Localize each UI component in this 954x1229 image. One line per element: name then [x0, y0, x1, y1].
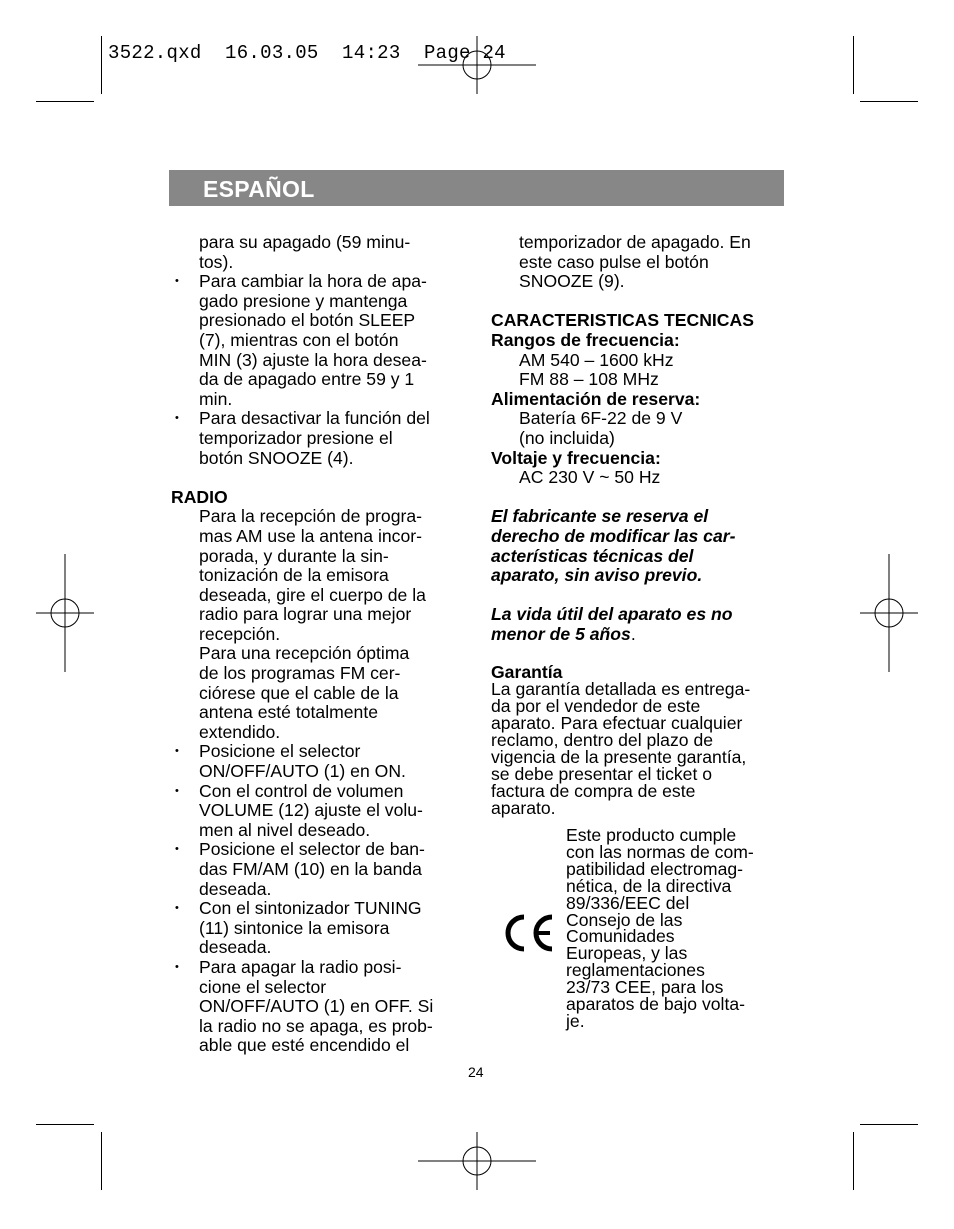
ce-mark-icon	[500, 913, 556, 953]
section-heading-warranty: Garantía	[491, 662, 563, 683]
banner-title: ESPAÑOL	[203, 176, 315, 202]
section-heading-specs: CARACTERISTICAS TECNICAS	[491, 310, 754, 331]
section-heading-radio: RADIO	[171, 486, 228, 507]
spec-value: (no incluida)	[519, 427, 615, 448]
page-number: 24	[468, 1064, 484, 1080]
spec-value: FM 88 – 108 MHz	[519, 369, 659, 390]
list-item: • Para desactivar la función del temporizador presione el botón SNOOZE (4).	[171, 409, 471, 468]
registration-mark-icon	[418, 1132, 536, 1190]
paragraph: para su apagado (59 minu- tos).	[199, 232, 411, 272]
left-column	[171, 233, 471, 1056]
ce-compliance-text: Este producto cumple con las normas de com- patibilidad electromag- nética, de la directiva 89/336/EEC del Consejo de las Comunidades Europeas, y las reglamentaciones 23/73 CEE, para los aparatos de bajo volta- je.	[566, 825, 754, 1031]
list-item: • Para apagar la radio posi- cione el selector ON/OFF/AUTO (1) en OFF. Si la radio no se apaga, es prob- able que esté encendido el	[171, 958, 471, 1056]
list-item: • Posicione el selector ON/OFF/AUTO (1) en ON.	[171, 742, 471, 781]
list-item: • Con el sintonizador TUNING (11) sintonice la emisora deseada.	[171, 899, 471, 958]
language-banner	[169, 170, 784, 206]
spec-label: Voltaje y frecuencia:	[491, 447, 661, 468]
paragraph: temporizador de apagado. En este caso pulse el botón SNOOZE (9).	[519, 232, 751, 292]
spec-label: Alimentación de reserva:	[491, 388, 701, 409]
spec-value: Batería 6F-22 de 9 V	[519, 408, 683, 429]
list-item: • Posicione el selector de ban- das FM/AM (10) en la banda deseada.	[171, 840, 471, 899]
paragraph: Para una recepción óptima de los programas FM cer- ciórese que el cable de la antena esté totalmente extendido.	[199, 643, 410, 742]
registration-mark-icon	[36, 554, 94, 672]
warranty-text: La garantía detallada es entrega- da por el vendedor de este aparato. Para efectuar cualquier reclamo, dentro del plazo de vigencia de la presente garantía, se debe presentar el ticket o factura de compra de este aparato.	[491, 679, 751, 819]
paragraph: Para la recepción de progra- mas AM use la antena incor- porada, y durante la sin- tonización de la emisora deseada, gire el cuerpo de la radio para lograr una mejor recepción.	[199, 506, 426, 644]
spec-label: Rangos de frecuencia:	[491, 329, 680, 350]
list-item: • Con el control de volumen VOLUME (12) ajuste el volu- men al nivel deseado.	[171, 782, 471, 841]
spec-value: AC 230 V ~ 50 Hz	[519, 467, 661, 488]
right-column	[491, 233, 791, 817]
service-life-notice: La vida útil del aparato es no menor de 5 años.	[491, 604, 733, 644]
list-item: • Para cambiar la hora de apa- gado presione y mantenga presionado el botón SLEEP (7), mientras con el botón MIN (3) ajuste la hora desea- da de apagado entre 59 y 1 min.	[171, 272, 471, 409]
print-slug: 3522.qxd 16.03.05 14:23 Page 24	[108, 42, 506, 64]
registration-mark-icon	[860, 554, 918, 672]
manufacturer-notice: El fabricante se reserva el derecho de modificar las car- acterísticas técnicas del aparato, sin aviso previo.	[491, 506, 736, 586]
spec-value: AM 540 – 1600 kHz	[519, 349, 674, 370]
